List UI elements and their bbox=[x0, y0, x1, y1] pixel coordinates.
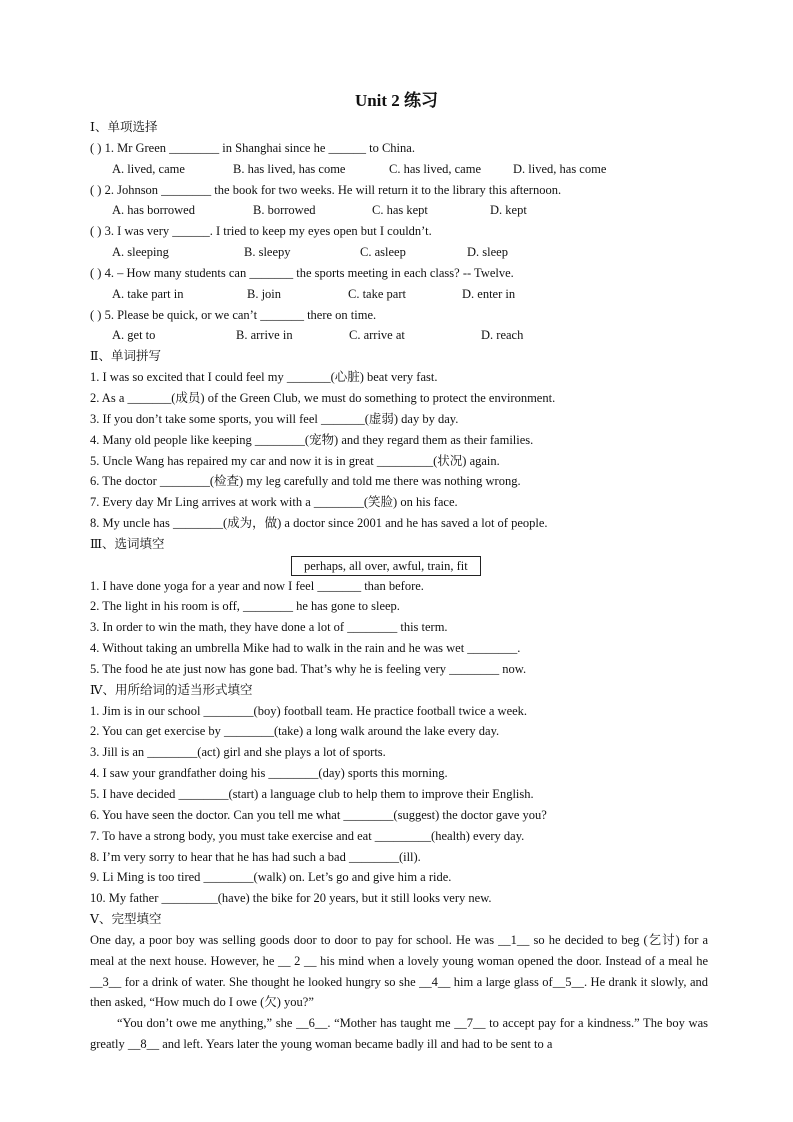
mc-question: ( ) 4. – How many students can _______ the sports meeting in each class? -- Twelve. bbox=[90, 265, 514, 280]
spelling-item: 5. Uncle Wang has repaired my car and now it is in great _________(状况) again. bbox=[90, 453, 500, 468]
word-form-item: 7. To have a strong body, you must take exercise and eat _________(health) every day. bbox=[90, 828, 525, 843]
option-a: A. take part in bbox=[112, 286, 184, 301]
option-c: C. take part bbox=[348, 286, 406, 301]
mc-options bbox=[90, 325, 708, 346]
option-b: B. arrive in bbox=[236, 328, 293, 343]
word-form-item: 1. Jim is in our school ________(boy) football team. He practice football twice a week. bbox=[90, 703, 528, 718]
word-box-row bbox=[90, 555, 708, 576]
mc-question: ( ) 5. Please be quick, or we can’t _______ there on time. bbox=[90, 307, 377, 322]
spelling-item: 6. The doctor ________(检查) my leg carefully and told me there was nothing wrong. bbox=[90, 474, 521, 489]
cloze-paragraph-2: “You don’t owe me anything,” she __6__. “Mother has taught me __7__ to accept pay for a kindness.” The boy was greatly __8__ and left. Years later the young woman became badly ill and had to be sent to a bbox=[90, 1016, 708, 1052]
option-d: D. lived, has come bbox=[513, 161, 607, 176]
mc-options bbox=[90, 284, 708, 305]
word-form-item: 3. Jill is an ________(act) girl and she plays a lot of sports. bbox=[90, 745, 386, 760]
section-header: Ⅴ、完型填空 bbox=[90, 912, 162, 927]
spelling-item: 1. I was so excited that I could feel my _______(心脏) beat very fast. bbox=[90, 370, 438, 385]
section-header: Ⅳ、用所给词的适当形式填空 bbox=[90, 682, 253, 697]
fill-item: 5. The food he ate just now has gone bad. That’s why he is feeling very ________ now. bbox=[90, 661, 527, 676]
mc-question: ( ) 1. Mr Green ________ in Shanghai since he ______ to China. bbox=[90, 140, 415, 155]
option-a: A. sleeping bbox=[112, 245, 169, 260]
option-a: A. lived, came bbox=[112, 161, 185, 176]
fill-item: 2. The light in his room is off, ________ he has gone to sleep. bbox=[90, 599, 400, 614]
option-d: D. sleep bbox=[467, 245, 508, 260]
word-form-item: 4. I saw your grandfather doing his ________(day) sports this morning. bbox=[90, 766, 448, 781]
mc-options bbox=[90, 242, 708, 263]
mc-question: ( ) 3. I was very ______. I tried to keep my eyes open but I couldn’t. bbox=[90, 224, 432, 239]
cloze-paragraph-1: One day, a poor boy was selling goods door to door to pay for school. He was __1__ so he decided to beg (乞讨) for a meal at the next house. However, he __ 2 __ his mind when a lovely young woman opened the door. Instead of a meal he __3__ for a drink of water. She thought he looked hungry so she __4__ him a large glass of__5__. He drank it slowly, and then asked, “How much do I owe (欠) you?” bbox=[90, 932, 708, 1010]
section-header: Ⅱ、单词拼写 bbox=[90, 349, 161, 364]
option-c: C. has kept bbox=[372, 203, 428, 218]
option-c: C. arrive at bbox=[349, 328, 405, 343]
option-c: C. has lived, came bbox=[389, 161, 481, 176]
mc-question: ( ) 2. Johnson ________ the book for two weeks. He will return it to the library this afternoon. bbox=[90, 182, 562, 197]
option-b: B. join bbox=[247, 286, 282, 301]
fill-item: 4. Without taking an umbrella Mike had to walk in the rain and he was wet ________. bbox=[90, 641, 521, 656]
section-header: Ⅰ、单项选择 bbox=[90, 120, 158, 134]
word-form-item: 2. You can get exercise by ________(take) a long walk around the lake every day. bbox=[90, 724, 500, 739]
option-b: B. has lived, has come bbox=[233, 161, 346, 176]
mc-options bbox=[90, 200, 708, 221]
option-a: A. has borrowed bbox=[112, 203, 195, 218]
section-header: Ⅲ、选词填空 bbox=[90, 536, 165, 551]
mc-options bbox=[90, 159, 708, 180]
spelling-item: 2. As a _______(成员) of the Green Club, we must do something to protect the environment. bbox=[90, 390, 556, 405]
spelling-item: 8. My uncle has ________(成为，做) a doctor since 2001 and he has saved a lot of people. bbox=[90, 516, 548, 531]
word-form-item: 9. Li Ming is too tired ________(walk) on. Let’s go and give him a ride. bbox=[90, 870, 452, 885]
word-form-item: 5. I have decided ________(start) a language club to help them to improve their English. bbox=[90, 787, 534, 801]
option-b: B. sleepy bbox=[244, 245, 291, 260]
option-b: B. borrowed bbox=[253, 203, 316, 218]
word-form-item: 10. My father _________(have) the bike for 20 years, but it still looks very new. bbox=[90, 891, 492, 906]
word-form-item: 8. I’m very sorry to hear that he has had such a bad ________(ill). bbox=[90, 849, 421, 864]
cloze-passage bbox=[90, 930, 708, 1055]
spelling-item: 3. If you don’t take some sports, you will feel _______(虚弱) day by day. bbox=[90, 411, 459, 426]
fill-item: 3. In order to win the math, they have done a lot of ________ this term. bbox=[90, 620, 448, 635]
option-d: D. kept bbox=[490, 203, 527, 218]
word-box: perhaps, all over, awful, train, fit bbox=[291, 556, 481, 576]
option-d: D. reach bbox=[481, 328, 524, 343]
option-a: A. get to bbox=[112, 328, 156, 343]
worksheet-content bbox=[90, 117, 708, 1055]
spelling-item: 7. Every day Mr Ling arrives at work with a ________(笑脸) on his face. bbox=[90, 495, 458, 510]
spelling-item: 4. Many old people like keeping ________(宠物) and they regard them as their families. bbox=[90, 432, 534, 447]
page-title: Unit 2 练习 bbox=[354, 91, 439, 110]
word-form-item: 6. You have seen the doctor. Can you tell me what ________(suggest) the doctor gave you? bbox=[90, 807, 547, 822]
option-c: C. asleep bbox=[360, 245, 406, 260]
option-d: D. enter in bbox=[462, 286, 516, 301]
fill-item: 1. I have done yoga for a year and now I feel _______ than before. bbox=[90, 578, 424, 593]
